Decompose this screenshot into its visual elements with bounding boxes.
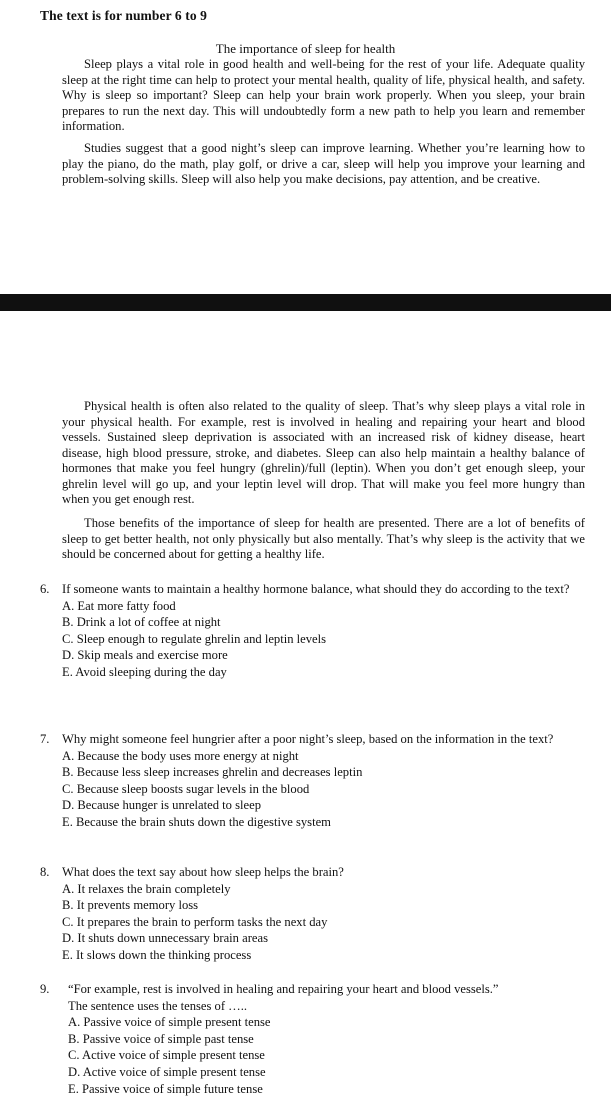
answer-options: [62, 598, 580, 681]
answer-option[interactable]: D. Active voice of simple present tense: [68, 1064, 266, 1079]
question-number: 7.: [40, 732, 50, 746]
answer-option[interactable]: C. Because sleep boosts sugar levels in the blood: [62, 781, 310, 796]
answer-option[interactable]: E. It slows down the thinking process: [62, 947, 252, 962]
answer-options: [62, 748, 580, 831]
passage-paragraph-3: Physical health is often also related to the quality of sleep. That’s why sleep plays a vital role in your physical health. For example, rest is involved in healing and repairing your heart and blood vessels. Sustained sleep deprivation is associated with an increased risk of kidney disease, heart disease, high blood pressure, stroke, and diabetes. Sleep can also help maintain a healthy balance of hormones that make you feel hungry (ghrelin)/full (leptin). When you don’t get enough sleep, your ghrelin level will go up, and your leptin level will drop. That will make you feel more hungry than when you get enough rest.: [62, 399, 585, 506]
passage-paragraph-1: Sleep plays a vital role in good health and well-being for the rest of your life. Adequate quality sleep at the right time can help to protect your mental health, quality of life, physical health, and safety. Why is sleep so important? Sleep can help your brain work properly. When you sleep, your brain prepares to run the next day. This will undoubtedly form a new path to help you learn and remember information.: [62, 57, 585, 133]
answer-option[interactable]: A. Eat more fatty food: [62, 598, 176, 613]
question-subtext: The sentence uses the tenses of …..: [68, 998, 248, 1013]
question-7: [40, 731, 580, 831]
answer-options: [68, 1014, 580, 1097]
question-number: 6.: [40, 582, 50, 596]
question-text: If someone wants to maintain a healthy hormone balance, what should they do according to the text?: [62, 582, 570, 596]
question-6: [40, 581, 580, 681]
question-8: [40, 864, 580, 964]
answer-option[interactable]: D. Because hunger is unrelated to sleep: [62, 798, 261, 813]
answer-option[interactable]: B. Because less sleep increases ghrelin and decreases leptin: [62, 765, 363, 780]
answer-option[interactable]: A. It relaxes the brain completely: [62, 881, 231, 896]
answer-option[interactable]: C. Sleep enough to regulate ghrelin and leptin levels: [62, 631, 327, 646]
question-number: 9.: [40, 982, 50, 996]
page-divider-bar: [0, 294, 611, 311]
answer-option[interactable]: A. Because the body uses more energy at night: [62, 748, 299, 763]
answer-option[interactable]: B. Passive voice of simple past tense: [68, 1031, 254, 1046]
answer-option[interactable]: A. Passive voice of simple present tense: [68, 1015, 271, 1030]
passage-paragraph-2: Studies suggest that a good night’s sleep can improve learning. Whether you’re learning how to play the piano, do the math, play golf, or drive a car, sleep will help you improve your learning and problem-solving skills. Sleep will also help you make decisions, pay attention, and be creative.: [62, 141, 585, 186]
question-number: 8.: [40, 865, 50, 879]
question-text: What does the text say about how sleep helps the brain?: [62, 865, 344, 879]
passage-title: The importance of sleep for health: [215, 41, 396, 56]
question-9: [40, 981, 580, 1097]
answer-option[interactable]: E. Because the brain shuts down the digestive system: [62, 814, 331, 829]
answer-option[interactable]: C. Active voice of simple present tense: [68, 1048, 265, 1063]
answer-option[interactable]: C. It prepares the brain to perform tasks the next day: [62, 914, 328, 929]
answer-option[interactable]: D. It shuts down unnecessary brain areas: [62, 931, 268, 946]
question-text: “For example, rest is involved in healing and repairing your heart and blood vessels.”: [68, 982, 499, 996]
passage-paragraph-4: Those benefits of the importance of sleep for health are presented. There are a lot of benefits of sleep to get better health, not only physically but also mentally. That’s why sleep is the activity that we should be concerned about for getting a healthy life.: [62, 516, 585, 561]
answer-options: [62, 881, 580, 964]
answer-option[interactable]: E. Avoid sleeping during the day: [62, 664, 227, 679]
instruction-heading: The text is for number 6 to 9: [40, 8, 208, 23]
question-text: Why might someone feel hungrier after a poor night’s sleep, based on the information in the text?: [62, 732, 554, 746]
answer-option[interactable]: B. Drink a lot of coffee at night: [62, 615, 221, 630]
answer-option[interactable]: E. Passive voice of simple future tense: [68, 1081, 263, 1096]
answer-option[interactable]: B. It prevents memory loss: [62, 898, 199, 913]
answer-option[interactable]: D. Skip meals and exercise more: [62, 648, 228, 663]
